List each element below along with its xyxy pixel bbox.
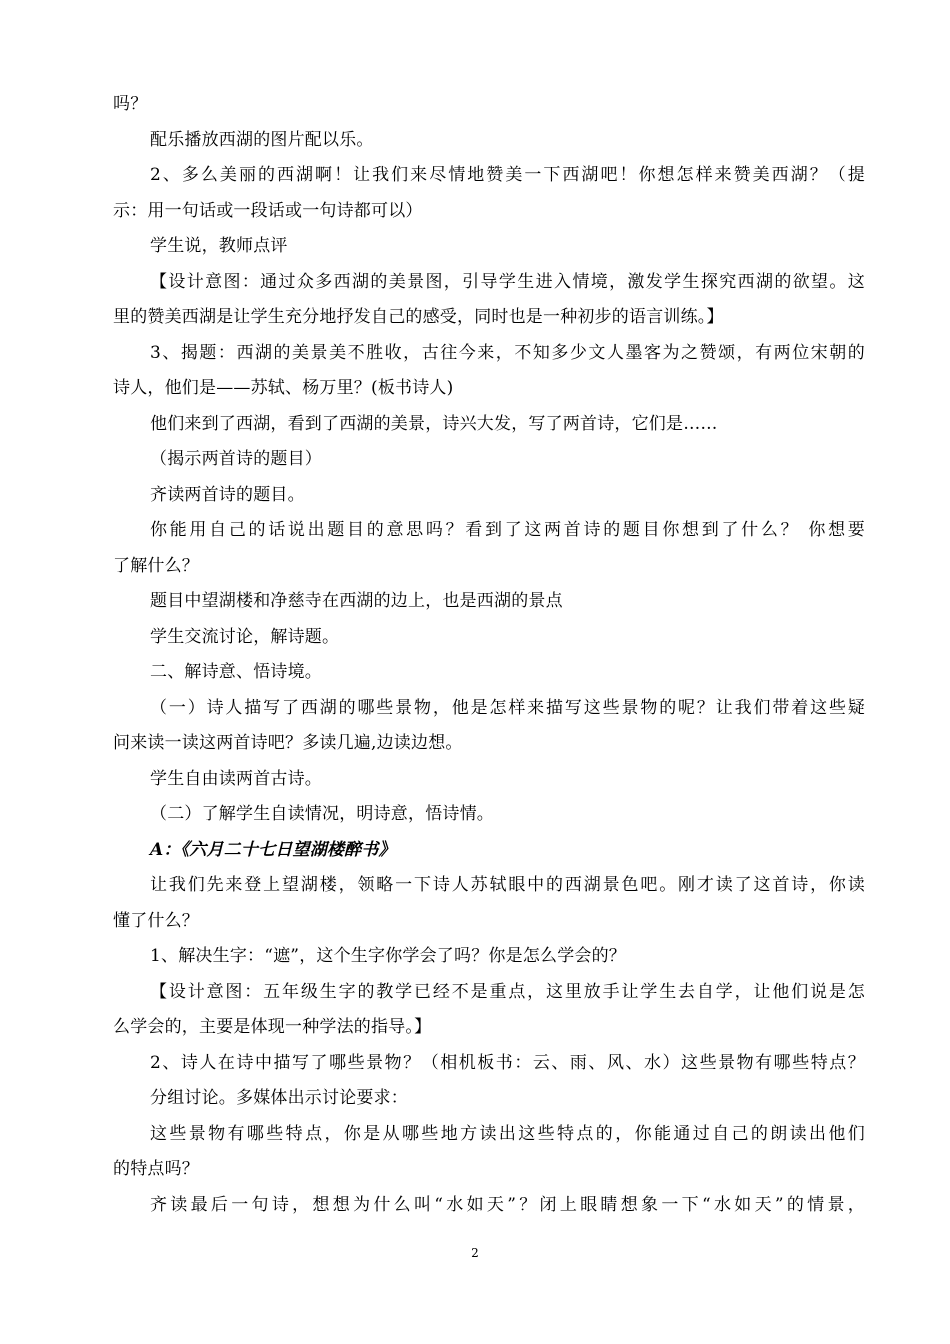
design-intent-note: 【设计意图：通过众多西湖的美景图，引导学生进入情境，激发学生探究西湖的欲望。这 bbox=[150, 272, 865, 292]
text-line: 他们来到了西湖，看到了西湖的美景，诗兴大发，写了两首诗，它们是…… bbox=[150, 414, 718, 434]
text-line: （一）诗人描写了西湖的哪些景物，他是怎样来描写这些景物的呢？让我们带着这些疑 bbox=[150, 698, 865, 718]
text-line: 懂了什么？ bbox=[113, 911, 199, 931]
text-line: 你能用自己的话说出题目的意思吗？看到了这两首诗的题目你想到了什么？ 你想要 bbox=[150, 520, 865, 540]
text-line: （二）了解学生自读情况，明诗意，悟诗情。 bbox=[150, 804, 494, 824]
text-line: （揭示两首诗的题目） bbox=[150, 449, 322, 469]
text-line: 学生交流讨论，解诗题。 bbox=[150, 627, 340, 647]
design-intent-note: 【设计意图：五年级生字的教学已经不是重点，这里放手让学生去自学，让他们说是怎 bbox=[150, 982, 865, 1002]
page-number: 2 bbox=[471, 1246, 479, 1260]
text-line: 吗？ bbox=[113, 94, 148, 114]
text-line: 了解什么？ bbox=[113, 556, 199, 576]
text-line: 1、解决生字：“遮”，这个生字你学会了吗？你是怎么学会的？ bbox=[150, 946, 626, 966]
text-line: 学生自由读两首古诗。 bbox=[150, 769, 322, 789]
text-line: 2、诗人在诗中描写了哪些景物？（相机板书：云、雨、风、水）这些景物有哪些特点？ bbox=[150, 1053, 865, 1073]
text-line: 配乐播放西湖的图片配以乐。 bbox=[150, 130, 374, 150]
text-line: 题目中望湖楼和净慈寺在西湖的边上，也是西湖的景点 bbox=[150, 591, 563, 611]
design-intent-note: 么学会的，主要是体现一种学法的指导。】 bbox=[113, 1017, 432, 1037]
text-line: 3、揭题：西湖的美景美不胜收，古往今来，不知多少文人墨客为之赞颂，有两位宋朝的 bbox=[150, 343, 865, 363]
text-line: 的特点吗？ bbox=[113, 1159, 199, 1179]
text-line: 这些景物有哪些特点，你是从哪些地方读出这些特点的，你能通过自己的朗读出他们 bbox=[150, 1124, 865, 1144]
text-line: 让我们先来登上望湖楼，领略一下诗人苏轼眼中的西湖景色吧。刚才读了这首诗，你读 bbox=[150, 875, 865, 895]
text-line: 问来读一读这两首诗吧？多读几遍,边读边想。 bbox=[113, 733, 463, 753]
text-line: 示：用一句话或一段话或一句诗都可以） bbox=[113, 201, 423, 221]
text-line: 诗人，他们是——苏轼、杨万里？(板书诗人) bbox=[113, 378, 454, 398]
section-heading: 二、解诗意、悟诗境。 bbox=[150, 662, 322, 682]
poem-title-heading: A：《六月二十七日望湖楼醉书》 bbox=[150, 840, 396, 860]
text-line: 齐读最后一句诗，想想为什么叫“水如天”？闭上眼睛想象一下“水如天”的情景， bbox=[150, 1195, 865, 1215]
text-line: 齐读两首诗的题目。 bbox=[150, 485, 305, 505]
text-line: 学生说，教师点评 bbox=[150, 236, 288, 256]
design-intent-note: 里的赞美西湖是让学生充分地抒发自己的感受，同时也是一种初步的语言训练。】 bbox=[113, 307, 724, 327]
text-line: 分组讨论。多媒体出示讨论要求： bbox=[150, 1088, 408, 1108]
text-line: 2、多么美丽的西湖啊！让我们来尽情地赞美一下西湖吧！你想怎样来赞美西湖？（提 bbox=[150, 165, 865, 185]
